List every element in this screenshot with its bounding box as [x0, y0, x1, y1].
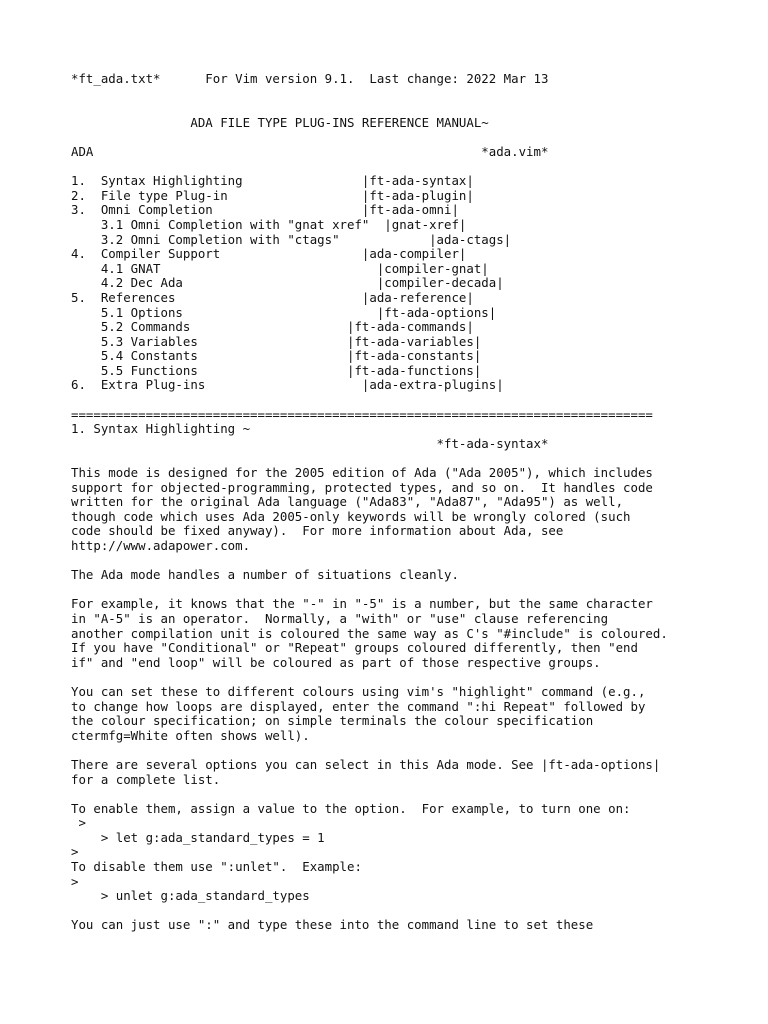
- blank-line: [71, 101, 761, 116]
- toc-entry[interactable]: 5. References |ada-reference|: [71, 289, 474, 305]
- toc-entry[interactable]: 1. Syntax Highlighting |ft-ada-syntax|: [71, 173, 474, 189]
- blank-line: [71, 743, 761, 758]
- toc-entry[interactable]: 3.1 Omni Completion with "gnat xref" |gnat-xref|: [71, 216, 467, 232]
- body-link-line[interactable]: There are several options you can select in this Ada mode. See |ft-ada-options|: [71, 756, 661, 772]
- toc-entry[interactable]: 5.2 Commands |ft-ada-commands|: [71, 319, 474, 335]
- body-text-line: for a complete list.: [71, 771, 221, 787]
- body-text-line: ctermfg=White often shows well).: [71, 727, 310, 743]
- body-text-line: You can set these to different colours using vim's "highlight" command (e.g.,: [71, 683, 646, 699]
- blank-line: [71, 554, 761, 569]
- body-text-line: if" and "end loop" will be coloured as part of those respective groups.: [71, 654, 601, 670]
- body-text-line: in "A-5" is an operator. Normally, a "with" or "use" clause referencing: [71, 610, 609, 626]
- toc-entry[interactable]: 4. Compiler Support |ada-compiler|: [71, 246, 467, 262]
- toc-entry[interactable]: 5.3 Variables |ft-ada-variables|: [71, 333, 482, 349]
- body-text-line: though code which uses Ada 2005-only keywords will be wrongly colored (such: [71, 508, 631, 524]
- manual-title: ADA FILE TYPE PLUG-INS REFERENCE MANUAL~: [71, 114, 489, 130]
- body-text-line: To enable them, assign a value to the option. For example, to turn one on:: [71, 800, 631, 816]
- toc-entry[interactable]: 2. File type Plug-in |ft-ada-plugin|: [71, 187, 474, 203]
- code-example: > unlet g:ada_standard_types: [71, 888, 310, 904]
- body-link-line[interactable]: http://www.adapower.com.: [71, 538, 251, 553]
- body-text-line: You can just use ":" and type these into the command line to set these: [71, 917, 594, 933]
- toc-entry[interactable]: 6. Extra Plug-ins |ada-extra-plugins|: [71, 377, 504, 393]
- body-text-line: If you have "Conditional" or "Repeat" groups coloured differently, then "end: [71, 640, 638, 656]
- body-text-line: written for the original Ada language ("Ada83", "Ada87", "Ada95") as well,: [71, 494, 624, 510]
- code-marker: >: [71, 873, 79, 889]
- body-text-line: another compilation unit is coloured the same way as C's "#include" is coloured.: [71, 625, 668, 641]
- help-file-header: *ft_ada.txt* For Vim version 9.1. Last change: 2022 Mar 13: [71, 71, 549, 86]
- blank-line: [71, 451, 761, 466]
- body-text-line: support for objected-programming, protected types, and so on. It handles code: [71, 479, 653, 495]
- blank-line: [71, 787, 761, 802]
- code-marker: >: [71, 844, 79, 860]
- body-text-line: For example, it knows that the "-" in "-5" is a number, but the same character: [71, 596, 653, 612]
- blank-line: [71, 160, 761, 175]
- blank-line: [71, 393, 761, 408]
- ada-tag-line: ADA *ada.vim*: [71, 143, 549, 159]
- blank-line: [71, 670, 761, 685]
- section-divider: ==============================================================================: [71, 406, 653, 422]
- body-text-line: to change how loops are displayed, enter the command ":hi Repeat" followed by: [71, 698, 646, 714]
- blank-line: [71, 87, 761, 102]
- toc-entry[interactable]: 4.1 GNAT |compiler-gnat|: [71, 260, 489, 276]
- toc-entry[interactable]: 5.5 Functions |ft-ada-functions|: [71, 362, 482, 378]
- section-heading: 1. Syntax Highlighting ~: [71, 421, 251, 437]
- toc-entry[interactable]: 5.1 Options |ft-ada-options|: [71, 304, 497, 320]
- toc-entry[interactable]: 5.4 Constants |ft-ada-constants|: [71, 348, 482, 364]
- section-tag: *ft-ada-syntax*: [71, 435, 549, 451]
- toc-entry[interactable]: 4.2 Dec Ada |compiler-decada|: [71, 275, 504, 291]
- body-text-line: To disable them use ":unlet". Example:: [71, 859, 362, 875]
- help-document: [71, 72, 761, 933]
- blank-line: [71, 130, 761, 145]
- body-text-line: code should be fixed anyway). For more information about Ada, see: [71, 523, 564, 539]
- blank-line: [71, 583, 761, 598]
- toc-entry[interactable]: 3. Omni Completion |ft-ada-omni|: [71, 202, 459, 218]
- body-text-line: The Ada mode handles a number of situations cleanly.: [71, 567, 459, 583]
- body-text-line: This mode is designed for the 2005 edition of Ada ("Ada 2005"), which includes: [71, 465, 653, 481]
- toc-entry[interactable]: 3.2 Omni Completion with "ctags" |ada-ctags|: [71, 231, 512, 247]
- code-example: > let g:ada_standard_types = 1: [71, 829, 325, 845]
- blank-line: [71, 904, 761, 919]
- code-marker: >: [71, 815, 86, 831]
- body-text-line: the colour specification; on simple terminals the colour specification: [71, 713, 594, 729]
